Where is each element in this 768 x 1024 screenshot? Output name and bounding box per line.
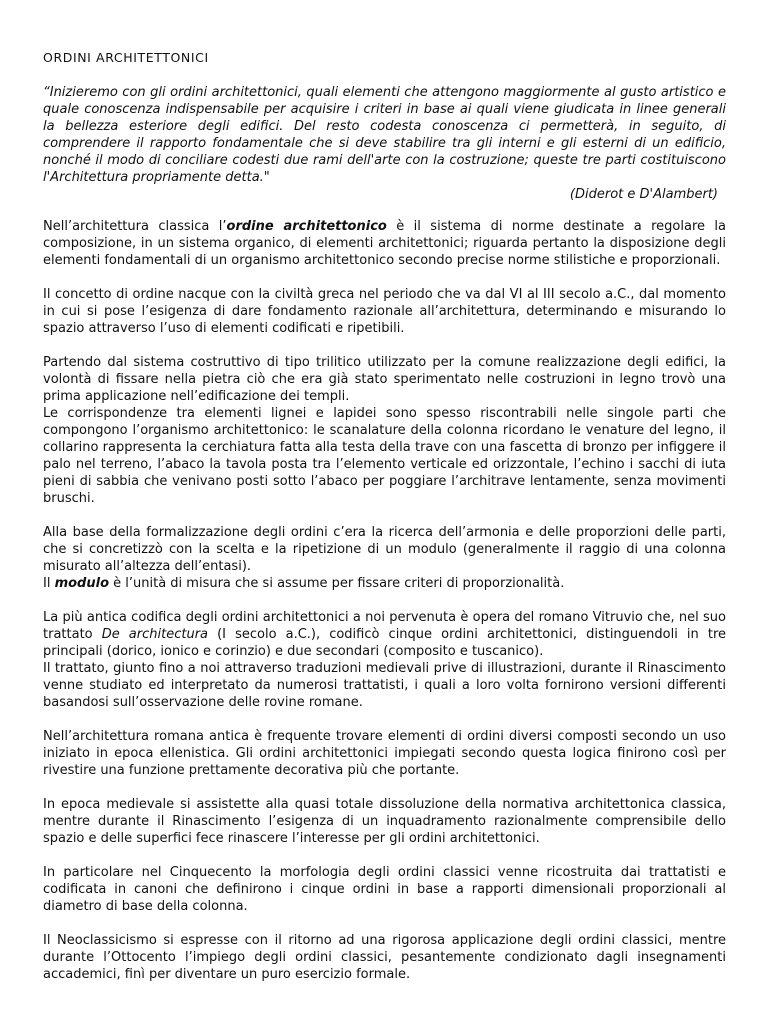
paragraph-cinquecento: In particolare nel Cinquecento la morfologia degli ordini classici venne ricostruita dai trattatisti e codificata in canoni che definirono i cinque ordini in base a rapporti dimensionali proporzionali al diametro di base della colonna. (43, 865, 726, 914)
paragraph-treatise: Il trattato, giunto fino a noi attraverso traduzioni medievali prive di illustrazioni, durante il Rinascimento venne studiato ed interpretato da numerosi trattatisti, i quali a loro volta fornirono versioni differenti basandosi sull’osservazione delle rovine romane. (43, 661, 726, 710)
term-modulo: modulo (54, 576, 110, 591)
page-title: ORDINI ARCHITETTONICI (43, 50, 209, 65)
paragraph-neoclassicism: Il Neoclassicismo si espresse con il ritorno ad una rigorosa applicazione degli ordini classici, mentre durante l’Ottocento l’impiego degli ordini classici, pesantemente condizionato dagli insegnamenti accademici, finì per diventare un puro esercizio formale. (43, 933, 726, 982)
document-page (43, 50, 726, 1000)
term-ordine-architettonico: ordine architettonico (226, 219, 387, 234)
paragraph-medieval: In epoca medievale si assistette alla quasi totale dissoluzione della normativa architettonica classica, mentre durante il Rinascimento l’esigenza di un inquadramento razionalmente comprensibile dello spazio e delle superfici fece rinascere l’interesse per gli ordini architettonici. (43, 797, 726, 846)
paragraph-definition: Nell’architettura classica l’ordine architettonico è il sistema di norme destinate a regolare la composizione, in un sistema organico, di elementi architettonici; riguarda pertanto la disposizione degli elementi fondamentali di un organismo architettonico secondo precise norme stilistiche e proporzionali. (43, 219, 726, 268)
paragraph-correspondences: Le corrispondenze tra elementi lignei e lapidei sono spesso riscontrabili nelle singole parti che compongono l’organismo architettonico: le scanalature della colonna ricordano le venature del legno, il collarino rappresenta la cerchiatura fatta alla testa della trave con una fascetta di bronzo per infiggere il palo nel terreno, l’abaco la tavola posta tra l’elemento verticale ed orizzontale, l’echino i sacchi di iuta pieni di sabbia che venivano posti sotto l’abaco per poggiare l’architrave lentamente, senza movimenti bruschi. (43, 406, 726, 506)
work-title: De architectura (101, 627, 209, 642)
paragraph-trilithic: Partendo dal sistema costruttivo di tipo trilitico utilizzato per la comune realizzazione degli edifici, la volontà di fissare nella pietra ciò che era già stato sperimentato nelle costruzioni in legno trovò una prima applicazione nell’edificazione dei templi. (43, 355, 726, 404)
opening-quote: “Inizieremo con gli ordini architettonici, quali elementi che attengono maggiormente al gusto artistico e quale conoscenza indispensabile per acquisire i criteri in base ai quali viene giudicata in linee generali la bellezza esteriore degli edifici. Del resto codesta conoscenza ci permetterà, in seguito, di comprendere il rapporto fondamentale che si deve stabilire tra gli interni e gli esterni di un edificio, nonché il modo di conciliare codesti due rami dell'arte con la costruzione; queste tre parti costituiscono l'Architettura propriamente detta." (43, 85, 726, 185)
paragraph-harmony: Alla base della formalizzazione degli ordini c’era la ricerca dell’armonia e delle proporzioni delle parti, che si concretizzò con la scelta e la ripetizione di un modulo (generalmente il raggio di una colonna misurato all’altezza dell’entasi). (43, 525, 726, 574)
paragraph-origin: Il concetto di ordine nacque con la civiltà greca nel periodo che va dal VI al III secolo a.C., dal momento in cui si pose l’esigenza di dare fondamento razionale all’architettura, determinando e misurando lo spazio attraverso l’uso di elementi codificati e ripetibili. (43, 287, 726, 336)
paragraph-roman: Nell’architettura romana antica è frequente trovare elementi di ordini diversi composti secondo un uso iniziato in epoca ellenistica. Gli ordini architettonici impiegati secondo questa logica finirono così per rivestire una funzione prettamente decorativa più che portante. (43, 729, 726, 778)
paragraph-module: Il modulo è l’unità di misura che si assume per fissare criteri di proporzionalità. (43, 576, 565, 591)
paragraph-vitruvius: La più antica codifica degli ordini architettonici a noi pervenuta è opera del romano Vitruvio che, nel suo trattato De architectura (I secolo a.C.), codificò cinque ordini architettonici, distinguendoli in tre principali (dorico, ionico e corinzio) e due secondari (composito e tuscanico). (43, 610, 726, 659)
quote-attribution: (Diderot e D'Alambert) (569, 187, 718, 202)
